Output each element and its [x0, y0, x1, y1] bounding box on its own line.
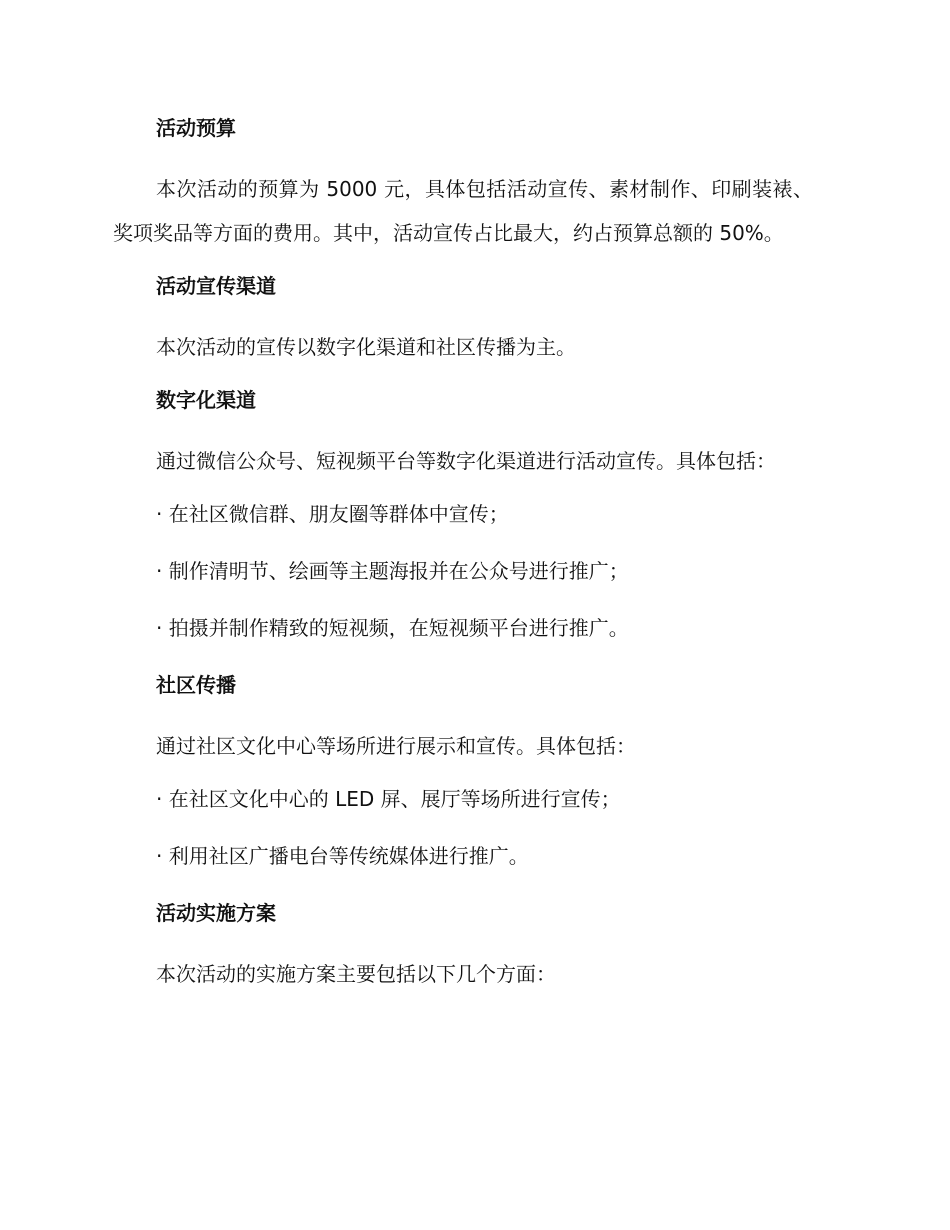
bullet-item-led-screen: · 在社区文化中心的 LED 屏、展厅等场所进行宣传； [156, 787, 621, 811]
bullet-item-posters: · 制作清明节、绘画等主题海报并在公众号进行推广； [156, 559, 629, 583]
document-page [113, 110, 813, 1009]
paragraph-community: 通过社区文化中心等场所进行展示和宣传。具体包括： [156, 734, 636, 758]
bullet-item-wechat-groups: · 在社区微信群、朋友圈等群体中宣传； [156, 502, 509, 526]
section-heading-promotion-channels: 活动宣传渠道 [156, 274, 276, 298]
paragraph-digital-channels: 通过微信公众号、短视频平台等数字化渠道进行活动宣传。具体包括： [156, 449, 776, 473]
bullet-item-radio: · 利用社区广播电台等传统媒体进行推广。 [156, 844, 529, 868]
section-heading-community: 社区传播 [156, 673, 236, 697]
section-heading-implementation: 活动实施方案 [156, 901, 276, 925]
paragraph-implementation: 本次活动的实施方案主要包括以下几个方面： [156, 962, 556, 986]
paragraph-promotion-intro: 本次活动的宣传以数字化渠道和社区传播为主。 [156, 335, 576, 359]
bullet-item-short-video: · 拍摄并制作精致的短视频，在短视频平台进行推广。 [156, 616, 629, 640]
section-heading-digital-channels: 数字化渠道 [156, 388, 256, 412]
paragraph-budget: 本次活动的预算为 5000 元，具体包括活动宣传、素材制作、印刷装裱、奖项奖品等方面的费用。其中，活动宣传占比最大，约占预算总额的 50%。 [113, 177, 813, 245]
section-heading-budget: 活动预算 [156, 116, 236, 140]
